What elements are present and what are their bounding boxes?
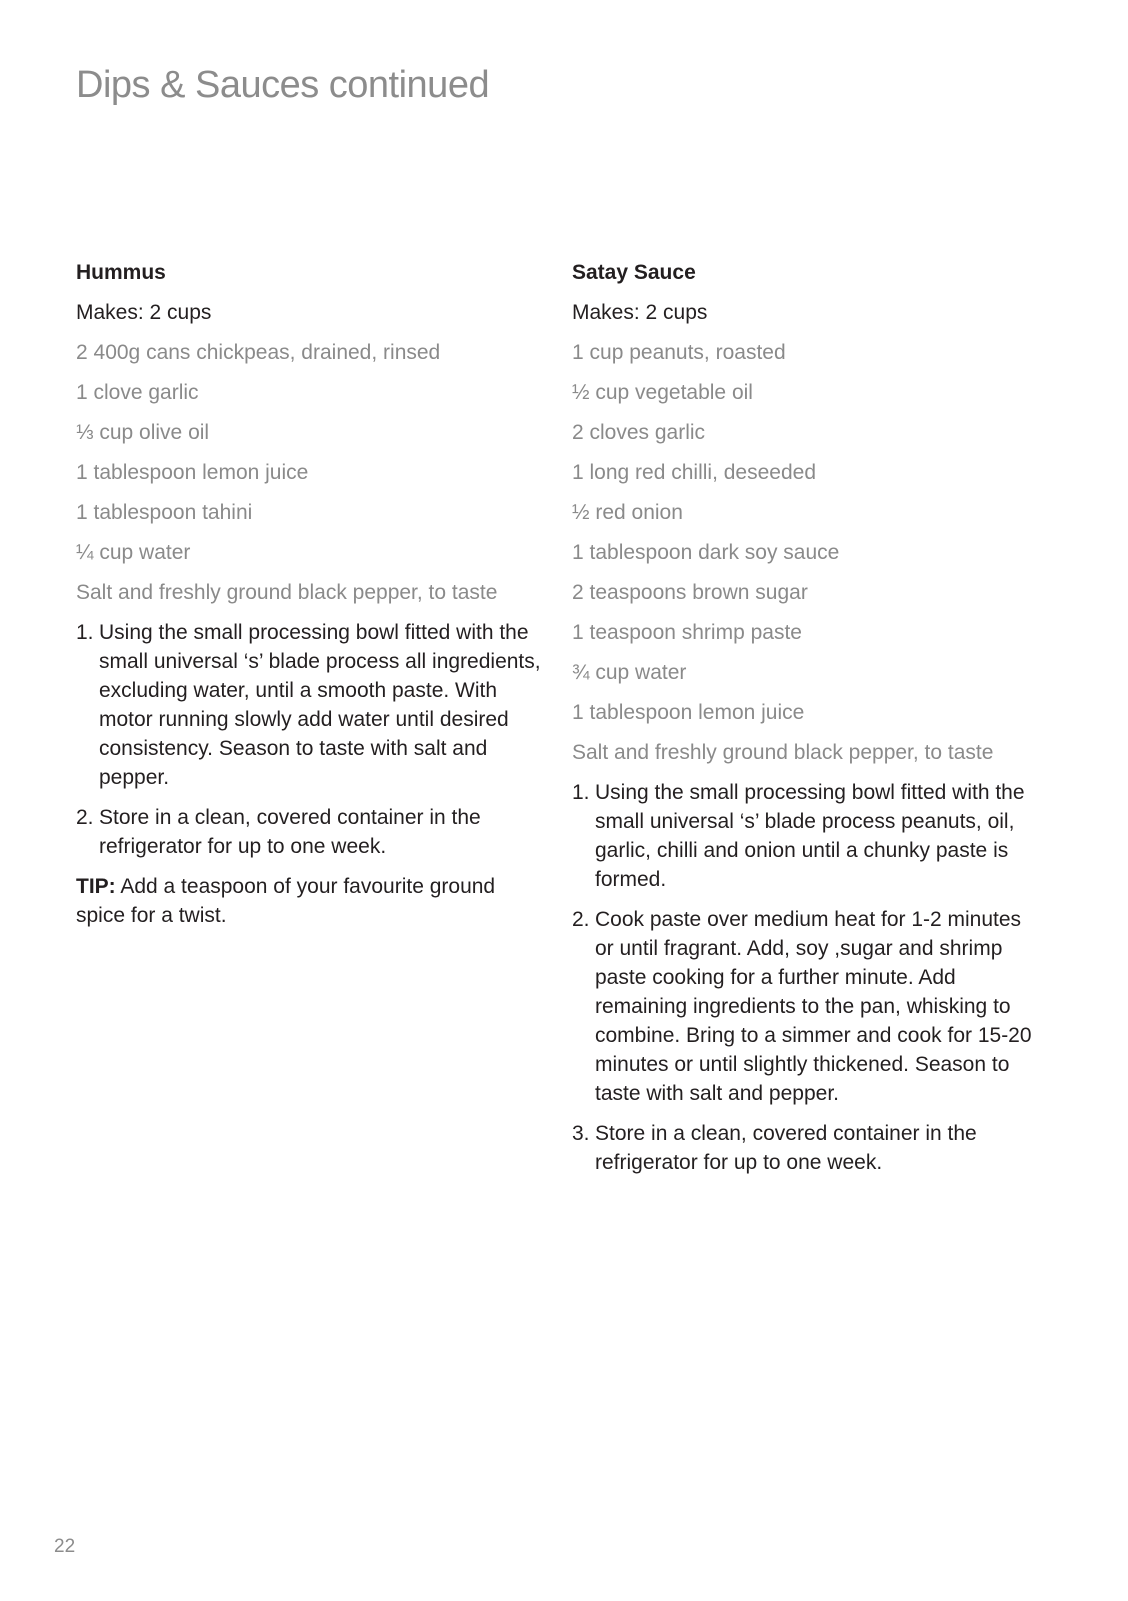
ingredient-item: 1 long red chilli, deseeded xyxy=(572,461,817,484)
tip xyxy=(76,872,546,930)
recipe-yield: Makes: 2 cups xyxy=(572,301,708,324)
step-text: Using the small processing bowl fitted with the small universal ‘s’ blade process all ingredients, excluding water, until a smooth paste. With motor running slowly add water until desired consistency. Season to taste with salt and pepper. xyxy=(99,621,541,789)
ingredient-item: ½ red onion xyxy=(572,501,683,524)
ingredient-list xyxy=(76,338,546,607)
method-step xyxy=(76,618,546,792)
tip-text: Add a teaspoon of your favourite ground spice for a twist. xyxy=(76,875,496,927)
ingredient-item: Salt and freshly ground black pepper, to taste xyxy=(76,581,498,604)
ingredient-item: ¼ cup water xyxy=(76,541,191,564)
ingredient-item: 1 tablespoon lemon juice xyxy=(572,701,805,724)
step-text: Store in a clean, covered container in the refrigerator for up to one week. xyxy=(99,806,481,858)
ingredient-item: 1 teaspoon shrimp paste xyxy=(572,621,802,644)
recipe-title: Hummus xyxy=(76,261,166,284)
ingredient-item: ⅓ cup olive oil xyxy=(76,421,210,444)
method-steps xyxy=(572,778,1042,1177)
method-step xyxy=(572,905,1042,1108)
method-step xyxy=(76,803,546,861)
page-number: 22 xyxy=(54,1536,76,1557)
ingredient-list xyxy=(572,338,1042,767)
recipe-hummus xyxy=(76,258,546,930)
ingredient-item: Salt and freshly ground black pepper, to taste xyxy=(572,741,994,764)
ingredient-item: 1 cup peanuts, roasted xyxy=(572,341,786,364)
ingredient-item: 2 cloves garlic xyxy=(572,421,706,444)
ingredient-item: 1 tablespoon lemon juice xyxy=(76,461,309,484)
method-step xyxy=(572,778,1042,894)
ingredient-item: 2 teaspoons brown sugar xyxy=(572,581,808,604)
ingredient-item: ¾ cup water xyxy=(572,661,687,684)
ingredient-item: 1 tablespoon dark soy sauce xyxy=(572,541,840,564)
step-text: Store in a clean, covered container in the refrigerator for up to one week. xyxy=(595,1122,977,1174)
recipe-title: Satay Sauce xyxy=(572,261,696,284)
ingredient-item: 1 clove garlic xyxy=(76,381,199,404)
method-steps xyxy=(76,618,546,861)
step-text: Using the small processing bowl fitted with the small universal ‘s’ blade process peanuts, oil, garlic, chilli and onion until a chunky paste is formed. xyxy=(595,781,1025,891)
method-step xyxy=(572,1119,1042,1177)
tip-label: TIP: xyxy=(76,875,116,898)
recipe-satay-sauce xyxy=(572,258,1042,1188)
ingredient-item: 2 400g cans chickpeas, drained, rinsed xyxy=(76,341,441,364)
step-number: 3. xyxy=(572,1122,590,1145)
step-number: 2. xyxy=(76,806,94,829)
step-number: 2. xyxy=(572,908,590,931)
page-title: Dips & Sauces continued xyxy=(76,64,490,106)
step-number: 1. xyxy=(572,781,590,804)
step-number: 1. xyxy=(76,621,94,644)
step-text: Cook paste over medium heat for 1-2 minutes or until fragrant. Add, soy ,sugar and shrimp paste cooking for a further minute. Add remaining ingredients to the pan, whisking to combine. Bring to a simmer and cook for 15-20 minutes or until slightly thickened. Season to taste with salt and pepper. xyxy=(595,908,1032,1105)
ingredient-item: ½ cup vegetable oil xyxy=(572,381,753,404)
recipe-yield: Makes: 2 cups xyxy=(76,301,212,324)
ingredient-item: 1 tablespoon tahini xyxy=(76,501,253,524)
